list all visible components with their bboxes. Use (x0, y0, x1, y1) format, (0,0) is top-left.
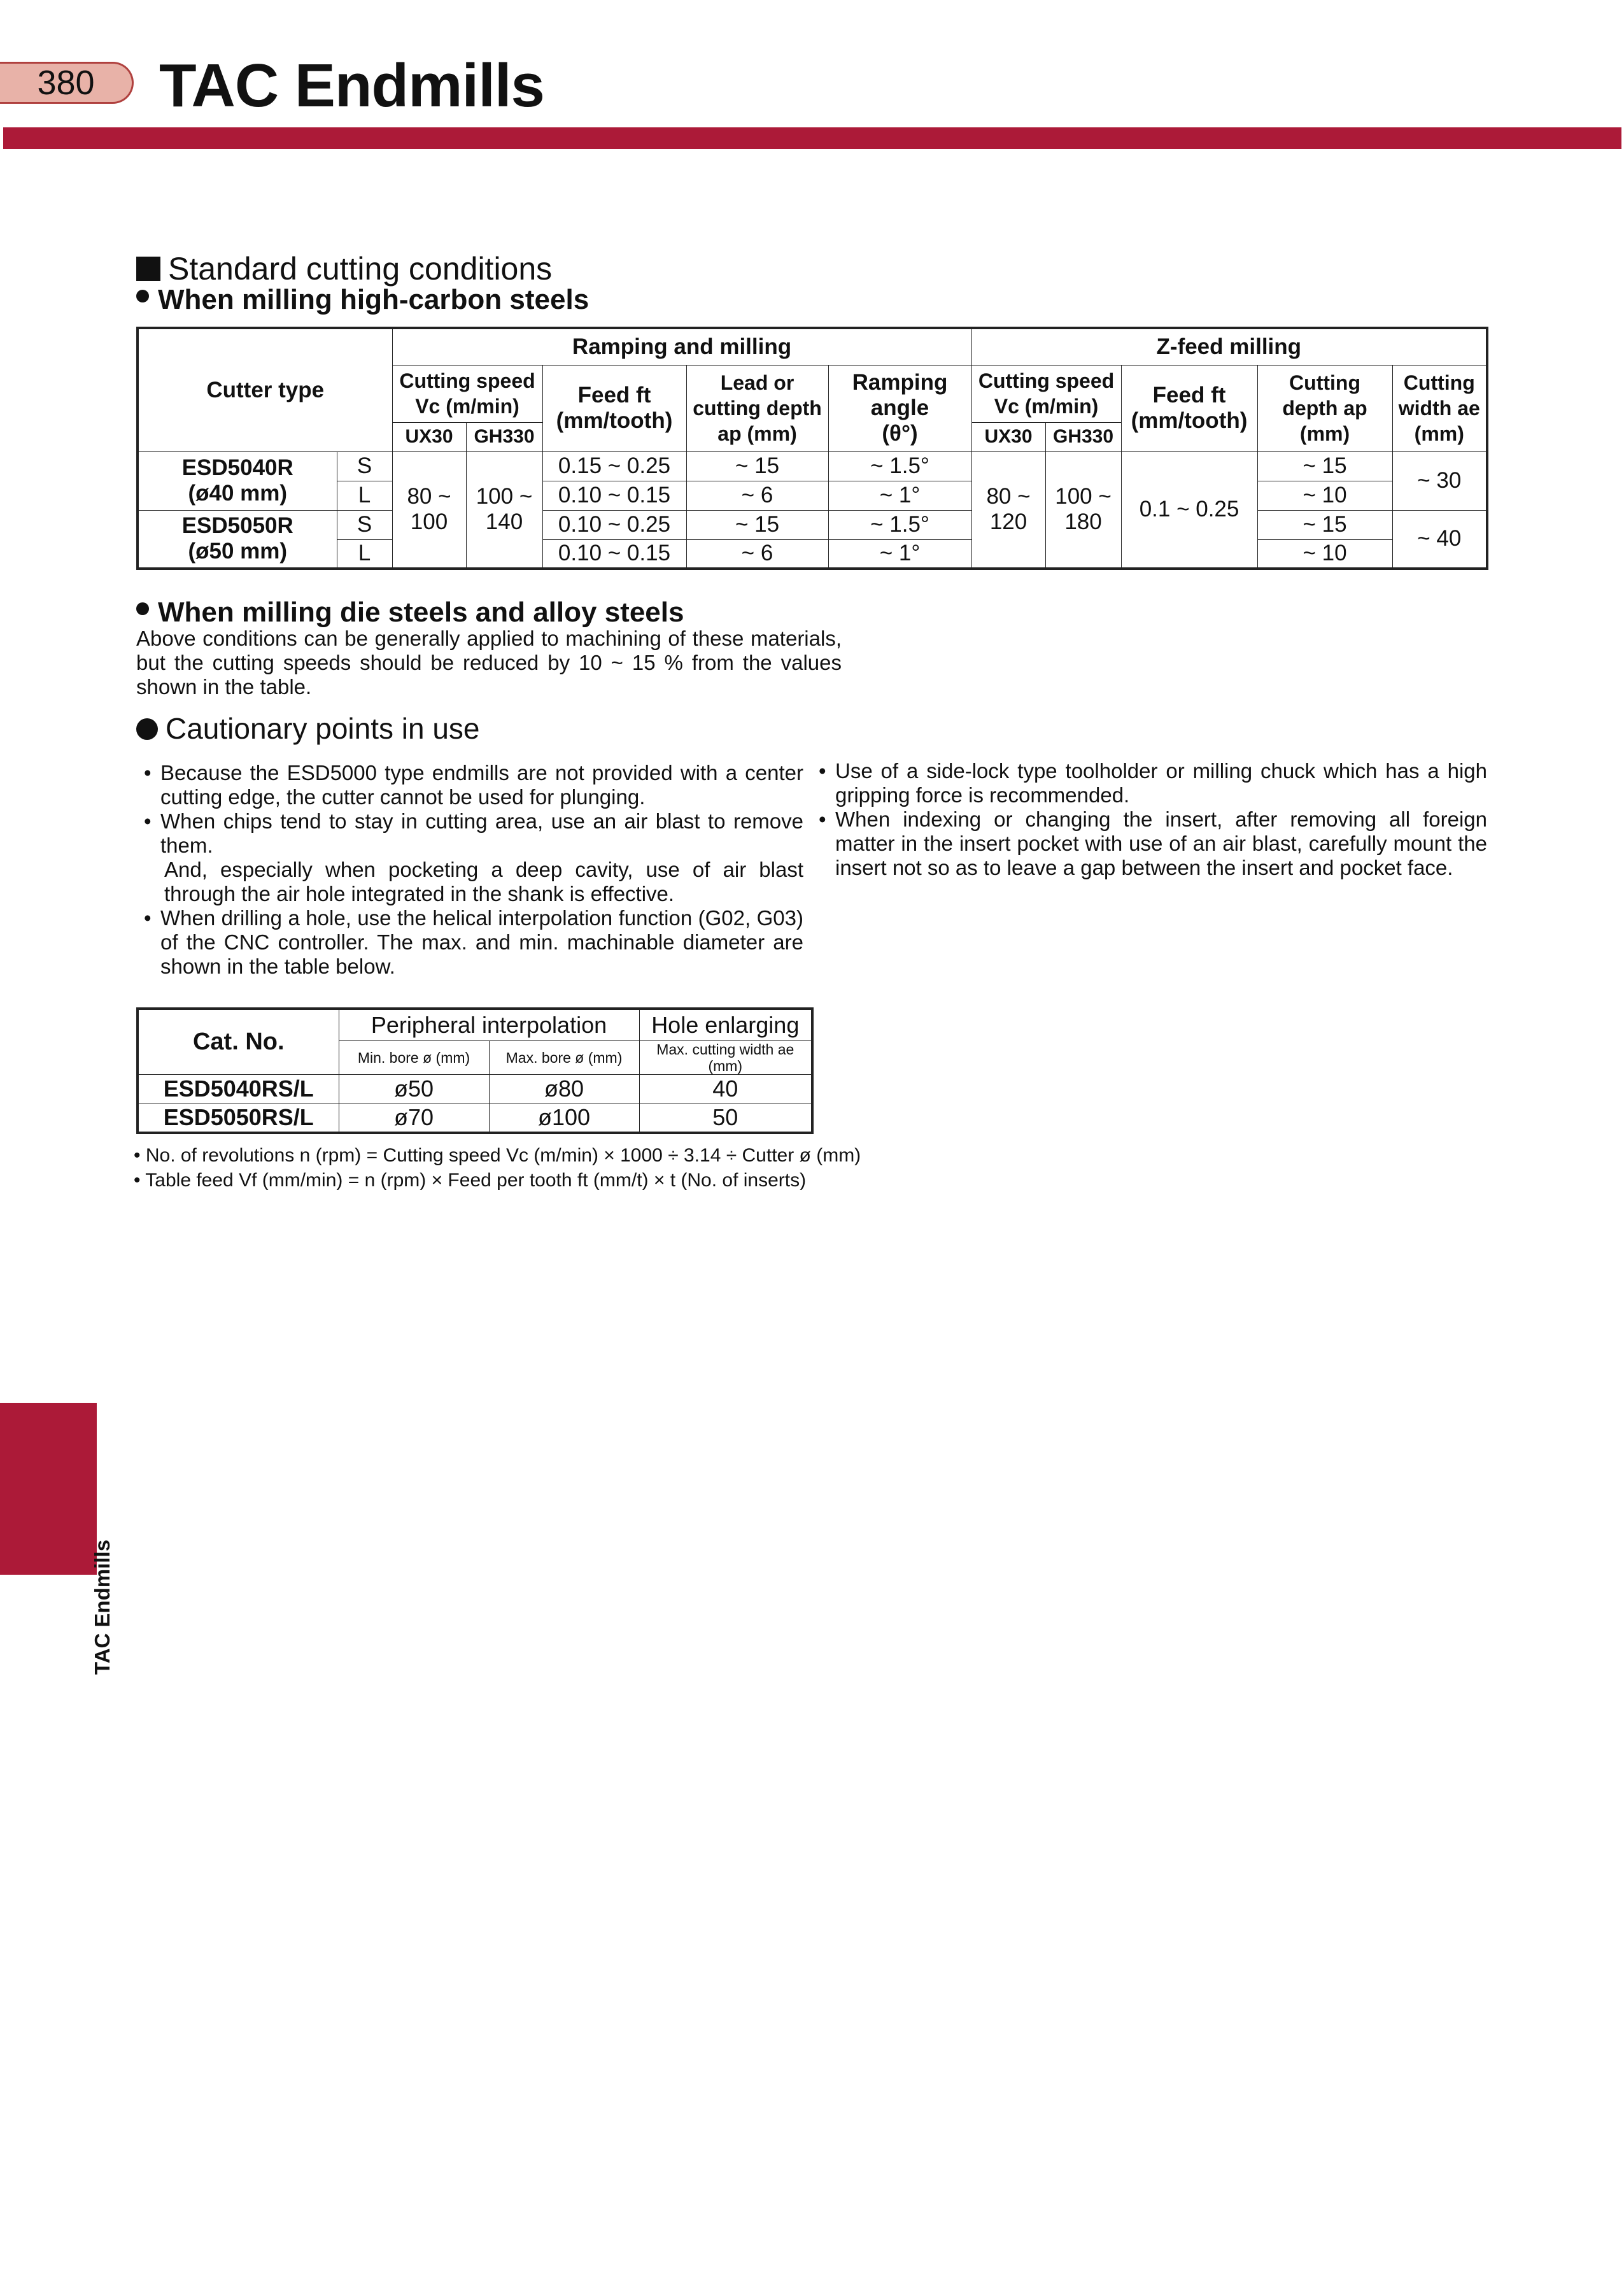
section-heading (136, 251, 552, 287)
ramp-speed-gh330 (466, 451, 542, 569)
header-lead-line2: cutting depth (693, 397, 822, 420)
z-speed-gh330 (1045, 451, 1121, 569)
table-cell-max-bore: ø80 (489, 1074, 639, 1104)
header-z-cutting-width-line1: Cutting (1403, 371, 1475, 394)
caution-item: • When indexing or changing the insert, after removing all foreign matter in the insert pocket with use of an air blast, carefully mount the insert not so as to leave a gap between the insert and pocket face. (816, 807, 1487, 880)
table-cell-lead: ~ 6 (686, 481, 828, 510)
cutter-esd5040r-name: ESD5040R (181, 455, 293, 480)
table-cell-angle: ~ 1° (828, 481, 971, 510)
table-cell-lead: ~ 6 (686, 539, 828, 569)
z-speed-ux30 (971, 451, 1045, 569)
header-z-cutting-width-line3: (mm) (1414, 422, 1464, 445)
header-z-gh330: GH330 (1045, 422, 1121, 451)
section-heading-text: Standard cutting conditions (168, 251, 553, 287)
header-min-bore: Min. bore ø (mm) (339, 1040, 489, 1074)
table-cell-max-bore: ø100 (489, 1104, 639, 1133)
header-feed-line2: (mm/tooth) (556, 408, 673, 433)
table-cell-type: S (337, 510, 392, 539)
header-z-cutting-depth-line2: depth ap (1282, 397, 1367, 420)
subheading-die-steels-text: When milling die steels and alloy steels (158, 597, 684, 628)
cutting-conditions-table (136, 327, 1488, 570)
caution-item: • Because the ESD5000 type endmills are not provided with a center cutting edge, the cutter cannot be used for plunging. (141, 761, 803, 809)
header-hole-enlarging: Hole enlarging (639, 1009, 812, 1040)
table-cell-feed: 0.15 ~ 0.25 (542, 451, 686, 481)
z-speed-ux30-line2: 120 (989, 509, 1027, 535)
cutter-esd5050r-diameter: (ø50 mm) (188, 539, 288, 564)
header-feed (542, 365, 686, 451)
ramp-speed-ux30-line1: 80 ~ (407, 484, 451, 509)
table-cell-type: L (337, 539, 392, 569)
ramp-speed-ux30 (392, 451, 466, 569)
header-feed-line1: Feed ft (577, 383, 651, 408)
side-tab (0, 1403, 97, 1575)
cutter-esd5050r (138, 510, 337, 569)
header-z-cutting-width-line2: width ae (1398, 397, 1480, 420)
table-cell-min-bore: ø70 (339, 1104, 489, 1133)
table-cell-lead: ~ 15 (686, 510, 828, 539)
cutter-esd5040r-diameter: (ø40 mm) (188, 481, 288, 506)
table-cell-zdepth: ~ 15 (1257, 451, 1392, 481)
table-cell-type: L (337, 481, 392, 510)
cutter-esd5050r-name: ESD5050R (181, 513, 293, 539)
table-cell-angle: ~ 1° (828, 539, 971, 569)
header-max-cutting-width: Max. cutting width ae (mm) (639, 1040, 812, 1074)
ramp-speed-gh330-line1: 100 ~ (476, 484, 533, 509)
subheading-high-carbon-text: When milling high-carbon steels (158, 284, 590, 315)
header-lead (686, 365, 828, 451)
cautions-left-column (141, 761, 803, 979)
header-max-bore: Max. bore ø (mm) (489, 1040, 639, 1074)
header-z-cutting-speed (971, 365, 1121, 422)
header-cutting-speed (392, 365, 542, 422)
table-cell-cutting-width: 50 (639, 1104, 812, 1133)
z-speed-gh330-line2: 180 (1064, 509, 1102, 535)
header-ramping-milling: Ramping and milling (392, 328, 971, 365)
z-speed-gh330-line1: 100 ~ (1055, 484, 1112, 509)
header-ramping-angle (828, 365, 971, 451)
subheading-die-steels (136, 597, 684, 628)
header-cutting-speed-line1: Cutting speed (399, 369, 535, 392)
table-cell-min-bore: ø50 (339, 1074, 489, 1104)
header-peripheral-interpolation: Peripheral interpolation (339, 1009, 639, 1040)
table-cell-cat-no: ESD5050RS/L (138, 1104, 339, 1133)
header-lead-line3: ap (mm) (717, 422, 797, 445)
title-rule (3, 127, 1621, 149)
table-cell-lead: ~ 15 (686, 451, 828, 481)
header-cutter-type: Cutter type (138, 328, 392, 451)
header-z-cutting-speed-line1: Cutting speed (978, 369, 1115, 392)
square-bullet-icon (136, 257, 160, 281)
header-ramping-angle-line1: Ramping (852, 370, 948, 395)
caution-item: • Use of a side-lock type toolholder or milling chuck which has a high gripping force is recommended. (816, 759, 1487, 807)
header-lead-line1: Lead or (720, 371, 794, 394)
table-cell-feed: 0.10 ~ 0.15 (542, 481, 686, 510)
table-cell-cat-no: ESD5040RS/L (138, 1074, 339, 1104)
bore-diameter-table (136, 1007, 814, 1134)
header-cutting-speed-line2: Vc (m/min) (415, 395, 519, 418)
ramp-speed-ux30-line2: 100 (410, 509, 448, 535)
cutter-esd5040r (138, 451, 337, 510)
table-cell-feed: 0.10 ~ 0.15 (542, 539, 686, 569)
header-z-cutting-width (1392, 365, 1487, 451)
formula-revolutions: • No. of revolutions n (rpm) = Cutting speed Vc (m/min) × 1000 ÷ 3.14 ÷ Cutter ø (mm) (134, 1145, 861, 1166)
header-z-cutting-depth-line1: Cutting (1289, 371, 1360, 394)
header-zfeed-milling: Z-feed milling (971, 328, 1487, 365)
table-cell-feed: 0.10 ~ 0.25 (542, 510, 686, 539)
header-z-cutting-speed-line2: Vc (m/min) (994, 395, 1099, 418)
header-z-cutting-depth-line3: (mm) (1299, 422, 1350, 445)
cautions-heading (136, 711, 480, 746)
z-width-esd5040r: ~ 30 (1392, 451, 1487, 510)
cautions-right-column (816, 759, 1487, 880)
ramp-speed-gh330-line2: 140 (485, 509, 523, 535)
header-gh330: GH330 (466, 422, 542, 451)
z-speed-ux30-line1: 80 ~ (986, 484, 1031, 509)
table-cell-type: S (337, 451, 392, 481)
header-cat-no: Cat. No. (138, 1009, 339, 1074)
formula-table-feed: • Table feed Vf (mm/min) = n (rpm) × Feed per tooth ft (mm/t) × t (No. of inserts) (134, 1170, 807, 1191)
table-cell-angle: ~ 1.5° (828, 451, 971, 481)
table-cell-zdepth: ~ 15 (1257, 510, 1392, 539)
header-z-feed-line1: Feed ft (1152, 383, 1226, 408)
table-cell-angle: ~ 1.5° (828, 510, 971, 539)
header-ramping-angle-line3: (θ°) (882, 421, 918, 446)
circle-bullet-icon (136, 718, 158, 740)
header-z-feed (1121, 365, 1257, 451)
table-cell-zdepth: ~ 10 (1257, 481, 1392, 510)
caution-item (141, 809, 803, 906)
die-steels-text: Above conditions can be generally applied to machining of these materials, but the cutting speeds should be reduced by 10 ~ 15 % from the values shown in the table. (136, 627, 842, 699)
header-ramping-angle-line2: angle (870, 395, 929, 420)
z-width-esd5050r: ~ 40 (1392, 510, 1487, 569)
subheading-high-carbon (136, 284, 589, 316)
caution-item: • When drilling a hole, use the helical interpolation function (G02, G03) of the CNC controller. The max. and min. machinable diameter are shown in the table below. (141, 906, 803, 979)
bullet-dot-icon (136, 602, 149, 615)
side-tab-label: TAC Endmills (90, 1539, 114, 1675)
z-feed-value: 0.1 ~ 0.25 (1121, 451, 1257, 569)
header-z-ux30: UX30 (971, 422, 1045, 451)
header-z-feed-line2: (mm/tooth) (1131, 408, 1248, 433)
page-title: TAC Endmills (159, 52, 544, 120)
header-z-cutting-depth (1257, 365, 1392, 451)
table-cell-cutting-width: 40 (639, 1074, 812, 1104)
bullet-dot-icon (136, 290, 149, 302)
header-ux30: UX30 (392, 422, 466, 451)
page-number: 380 (0, 62, 134, 104)
caution-item-text: When chips tend to stay in cutting area, use an air blast to remove them. (160, 809, 803, 857)
cautions-heading-text: Cautionary points in use (166, 712, 480, 745)
caution-item-continuation: And, especially when pocketing a deep cavity, use of air blast through the air hole integrated in the shank is effective. (164, 858, 803, 905)
table-cell-zdepth: ~ 10 (1257, 539, 1392, 569)
